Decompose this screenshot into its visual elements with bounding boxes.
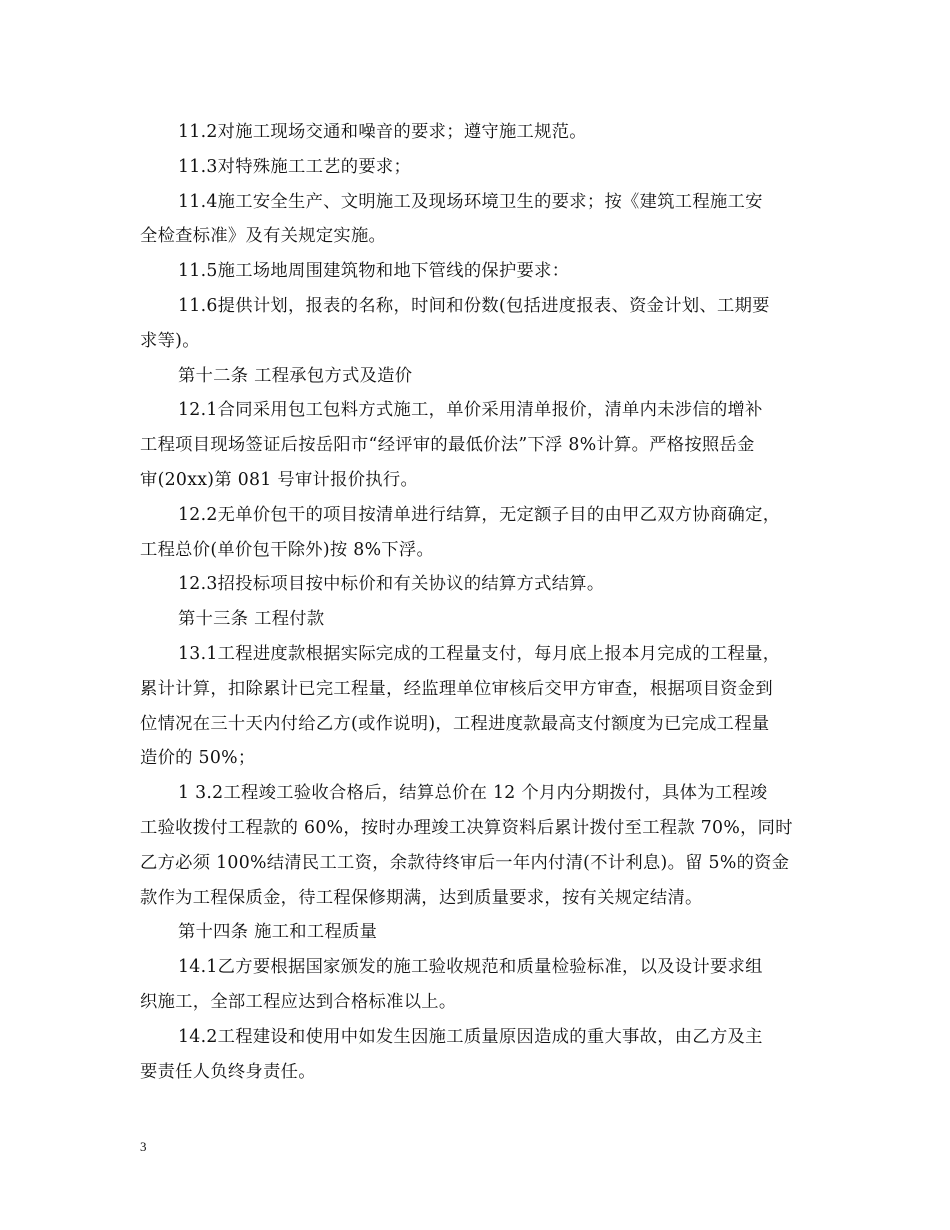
text-line: 款作为工程保质金，待工程保修期满，达到质量要求，按有关规定结清。 (140, 887, 703, 908)
text-line: 11.2对施工现场交通和噪音的要求；遵守施工规范。 (178, 122, 587, 142)
document-body (140, 115, 820, 1089)
text-line: 审(20xx)第 081 号审计报价执行。 (140, 469, 419, 490)
text-line: 11.5施工场地周围建筑物和地下管线的保护要求： (178, 261, 570, 282)
text-line: 13.1工程进度款根据实际完成的工程量支付，每月底上报本月完成的工程量， (178, 643, 781, 664)
text-line: 11.6提供计划，报表的名称，时间和份数(包括进度报表、资金计划、工期要 (178, 295, 770, 316)
text-line: 位情况在三十天内付给乙方(或作说明)，工程进度款最高支付额度为已完成工程量 (140, 713, 770, 734)
text-line: 工程总价(单价包干除外)按 8%下浮。 (140, 539, 435, 560)
section-heading: 第十三条 工程付款 (178, 609, 325, 630)
text-line: 14.1乙方要根据国家颁发的施工验收规范和质量检验标准，以及设计要求组 (178, 957, 763, 978)
text-line: 12.3招投标项目按中标价和有关协议的结算方式结算。 (178, 574, 605, 595)
text-line: 12.2无单价包干的项目按清单进行结算，无定额子目的由甲乙双方协商确定， (178, 504, 781, 525)
text-line: 求等)。 (140, 330, 200, 351)
text-line: 14.2工程建设和使用中如发生因施工质量原因造成的重大事故，由乙方及主 (178, 1026, 763, 1047)
text-line: 乙方必须 100%结清民工工资，余款待终审后一年内付清(不计利息)。留 5%的资金 (140, 852, 790, 873)
text-line: 造价的 50%； (140, 748, 256, 769)
page-number: 3 (140, 1139, 147, 1154)
text-line: 工程项目现场签证后按岳阳市“经评审的最低价法”下浮 8%计算。严格按照岳金 (140, 435, 755, 456)
text-line: 工验收拨付工程款的 60%，按时办理竣工决算资料后累计拨付至工程款 70%，同时 (140, 817, 793, 838)
text-line: 全检查标准》及有关规定实施。 (140, 226, 387, 247)
section-heading: 第十二条 工程承包方式及造价 (178, 365, 413, 386)
text-line: 累计计算，扣除累计已完工程量，经监理单位审核后交甲方审查，根据项目资金到 (140, 678, 773, 699)
text-line: 11.4施工安全生产、文明施工及现场环境卫生的要求；按《建筑工程施工安 (178, 191, 763, 212)
text-line: 12.1合同采用包工包料方式施工，单价采用清单报价，清单内未涉信的增补 (178, 400, 763, 421)
text-line: 11.3对特殊施工工艺的要求； (178, 156, 412, 177)
text-line: 1 3.2工程竣工验收合格后，结算总价在 12 个月内分期拨付，具体为工程竣 (178, 783, 768, 804)
section-heading: 第十四条 施工和工程质量 (178, 922, 378, 943)
text-line: 织施工，全部工程应达到合格标准以上。 (140, 991, 457, 1012)
text-line: 要责任人负终身责任。 (140, 1061, 316, 1082)
